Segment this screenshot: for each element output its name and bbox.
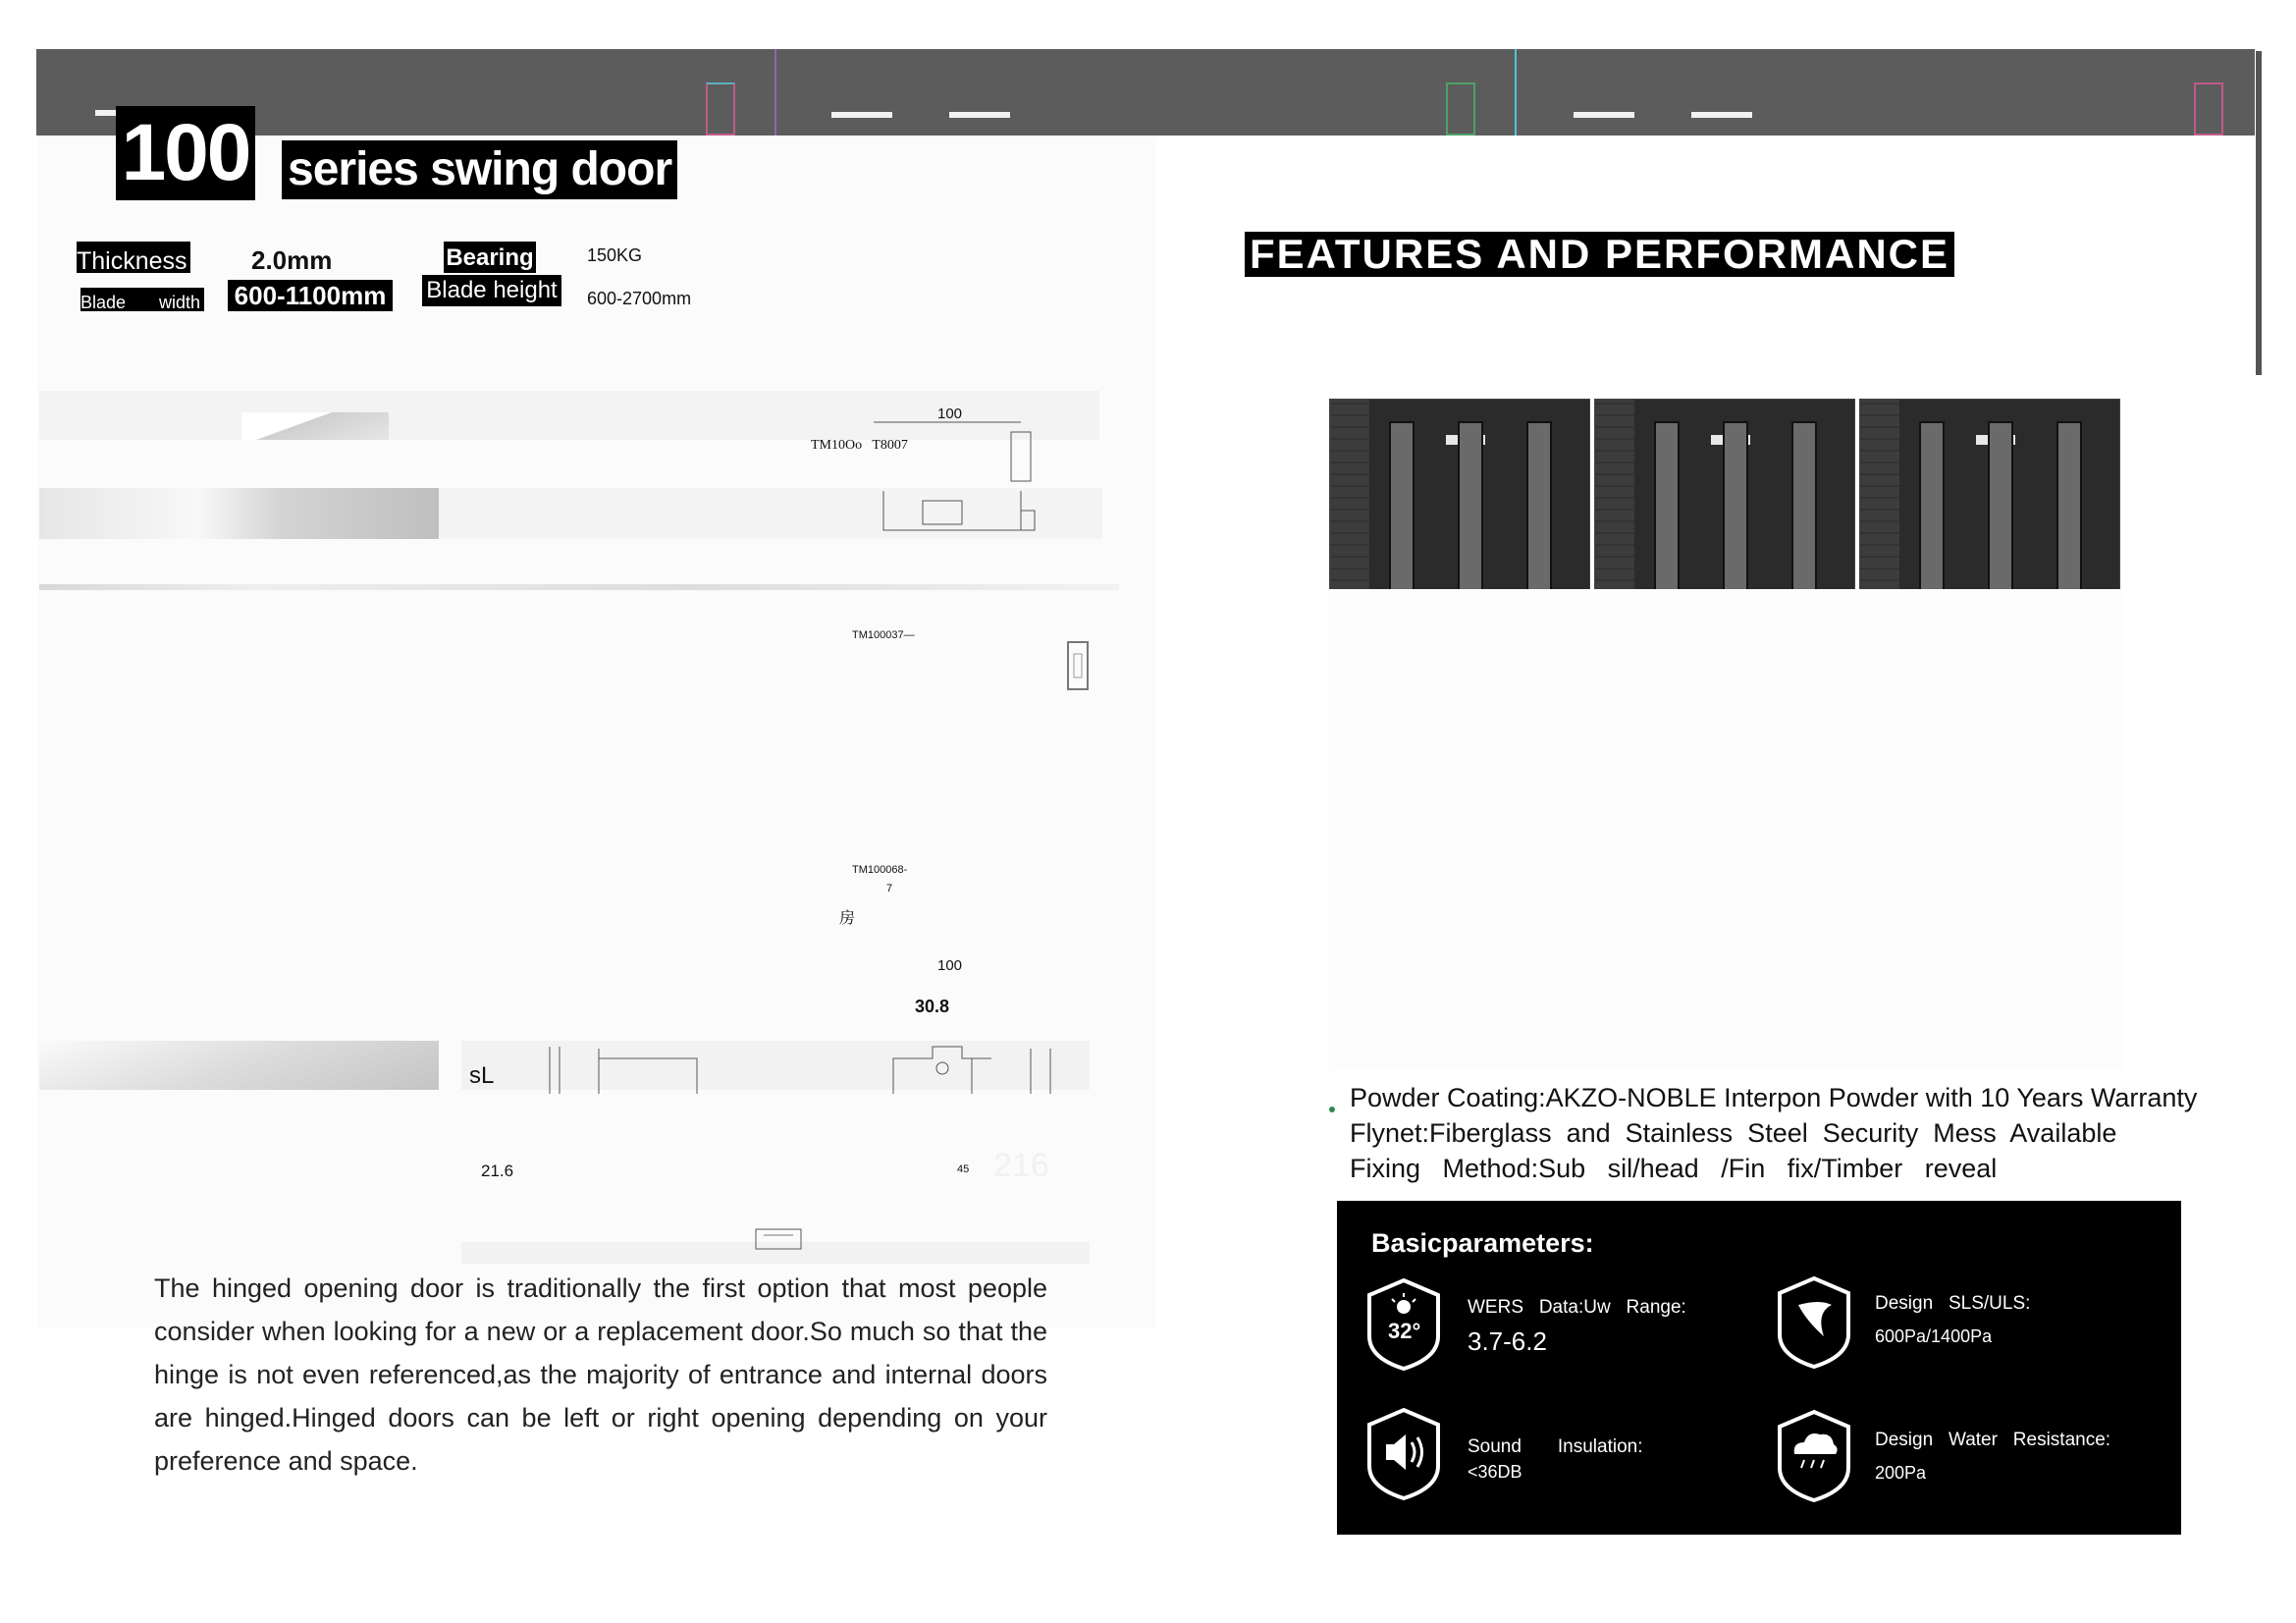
dimension-label: 30.8: [915, 997, 950, 1016]
blade-height-label: Blade height: [422, 275, 561, 306]
top-banner: [36, 49, 2255, 135]
dimension-label: 45: [957, 1163, 970, 1175]
dimension-label: 21.6: [481, 1162, 514, 1180]
section-drawing-bottom: [540, 1039, 1090, 1094]
banner-segment: [1517, 49, 2255, 135]
banner-segment: [776, 49, 1517, 135]
profile-code-label: 7: [886, 883, 893, 894]
left-page-panel: [37, 135, 1156, 1328]
bearing-label: Bearing: [444, 242, 536, 273]
thickness-value: 2.0mm: [251, 245, 333, 275]
description-paragraph: The hinged opening door is traditionally the first option that most people consider when looking for a new or a replacement door.So much so that the hinge is not even referenced,as the majority of entrance and internal doors are hinged.Hinged doors can be left or right opening depending on your preference and space.: [154, 1273, 1047, 1476]
feature-item: Fixing Method:Sub sil/head /Fin fix/Timber reveal: [1350, 1154, 1998, 1183]
feature-item: Powder Coating:AKZO-NOBLE Interpon Powder with 10 Years Warranty: [1350, 1083, 2198, 1112]
page-edge: [2256, 51, 2262, 375]
bearing-value: 150KG: [587, 245, 643, 265]
speaker-icon: [1366, 1407, 1441, 1501]
parameter-label: Design Water Resistance:: [1875, 1430, 2111, 1450]
dimension-label: 100: [937, 957, 963, 974]
feature-item: Flynet:Fiberglass and Stainless Steel Security Mess Available: [1350, 1118, 2117, 1148]
drawing-label: sL: [469, 1062, 495, 1089]
door-photo: [1859, 399, 2120, 591]
profile-code-label: TM100037—: [852, 629, 915, 641]
blade-width-label: Blade width: [80, 288, 204, 311]
section-drawing-mid: [1066, 640, 1092, 693]
divider-line: [39, 584, 1119, 590]
small-profile-drawing: [754, 1225, 805, 1251]
profile-code-label: TM10Oo T8007: [811, 438, 908, 453]
blade-height-value: 600-2700mm: [587, 289, 692, 308]
parameter-value: 200Pa: [1875, 1463, 1927, 1483]
dimension-label: 100: [937, 406, 963, 422]
parameter-label: WERS Data:Uw Range:: [1468, 1297, 1686, 1318]
features-list: [1350, 1080, 2197, 1186]
door-photo: [1594, 399, 1855, 591]
parameter-label: Sound Insulation:: [1468, 1436, 1643, 1457]
parameter-value: 600Pa/1400Pa: [1875, 1326, 1993, 1346]
thickness-label: Thickness: [77, 242, 190, 273]
temperature-icon-text: 32°: [1388, 1319, 1421, 1343]
drawing-character: 房: [839, 908, 856, 927]
blade-width-value: 600-1100mm: [228, 280, 393, 311]
series-title: series swing door: [282, 140, 677, 199]
basic-parameters-panel: [1337, 1201, 2181, 1535]
features-heading: FEATURES AND PERFORMANCE: [1245, 232, 1954, 277]
parameter-value: <36DB: [1468, 1462, 1522, 1482]
profile-code-label: TM100068-: [852, 864, 908, 876]
faded-photo-area: [1329, 589, 2124, 1070]
door-photo: [1329, 399, 1590, 591]
wind-icon: [1777, 1275, 1851, 1370]
profile-3d-render: [241, 412, 389, 440]
series-number: 100: [116, 106, 255, 200]
bullet-dot: [1329, 1107, 1335, 1112]
profile-3d-render: [39, 488, 439, 539]
parameters-title: Basicparameters:: [1371, 1228, 1594, 1258]
parameter-label: Design SLS/ULS:: [1875, 1293, 2031, 1314]
section-drawing-top: [864, 403, 1060, 550]
parameter-value: 3.7-6.2: [1468, 1326, 1547, 1356]
profile-3d-render: [39, 1041, 439, 1090]
dimension-label: 216: [993, 1147, 1049, 1184]
rain-cloud-icon: [1777, 1409, 1851, 1503]
